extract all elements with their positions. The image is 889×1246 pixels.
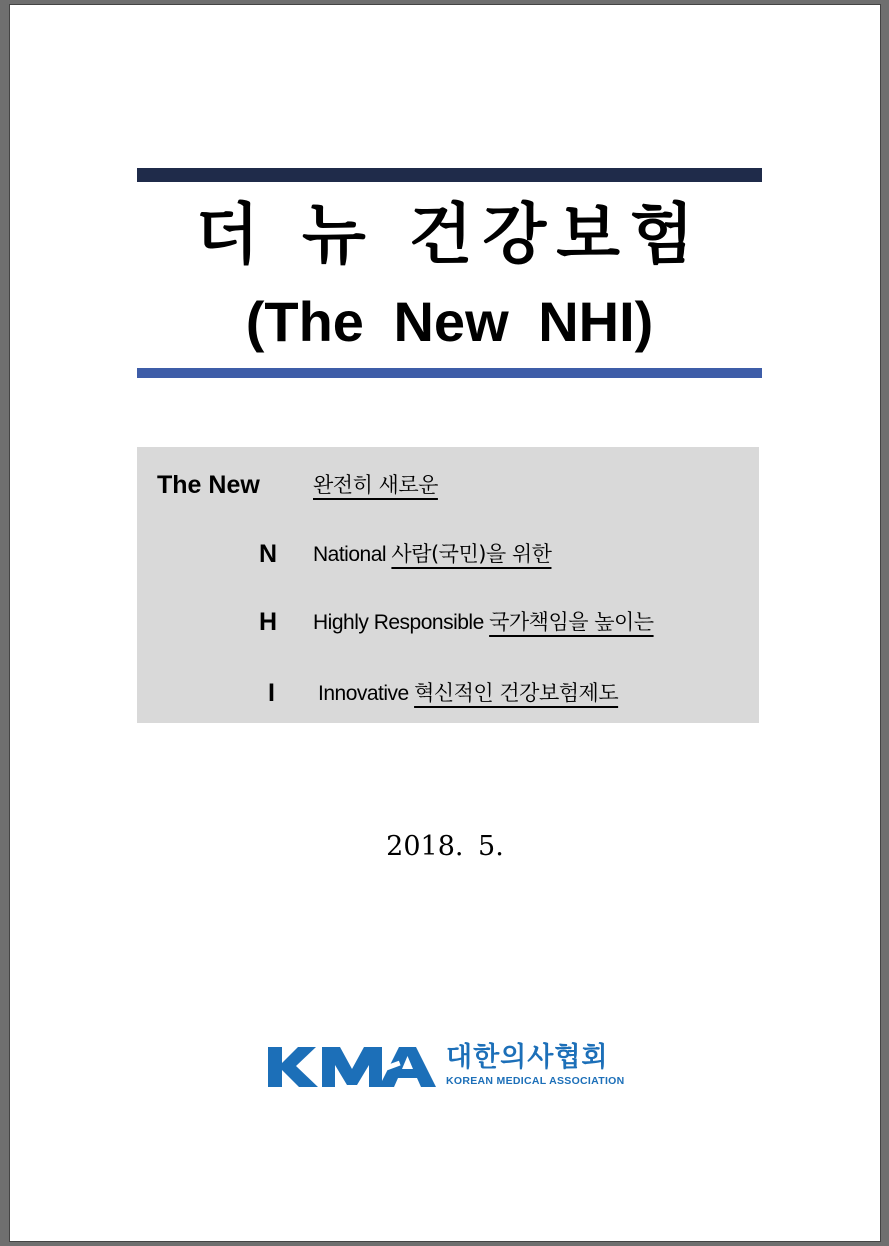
acronym-english: Innovative	[318, 682, 409, 705]
kma-logo	[268, 1041, 628, 1101]
logo-english-name: KOREAN MEDICAL ASSOCIATION	[446, 1075, 625, 1087]
acronym-english: Highly Responsible	[313, 611, 484, 634]
title-korean: 더 뉴 건강보험	[195, 196, 704, 273]
acronym-expansion	[313, 534, 551, 575]
acronym-korean: 완전히 새로운	[313, 473, 438, 497]
cover-page	[9, 4, 881, 1242]
acronym-expansion	[313, 465, 438, 506]
acronym-korean: 국가책임을 높이는	[489, 610, 654, 634]
acronym-box	[137, 447, 759, 723]
publication-date: 2018. 5.	[386, 831, 504, 862]
acronym-korean: 사람(국민)을 위한	[391, 542, 552, 566]
acronym-key: N	[258, 540, 277, 568]
acronym-korean: 혁신적인 건강보험제도	[414, 681, 619, 705]
acronym-key: The New	[157, 471, 260, 499]
acronym-expansion	[313, 602, 654, 643]
acronym-key: I	[268, 679, 275, 707]
kma-logo-mark	[268, 1041, 438, 1091]
acronym-key: H	[258, 608, 277, 636]
acronym-row-n	[137, 534, 759, 574]
acronym-english: National	[313, 543, 387, 566]
acronym-expansion	[318, 673, 618, 714]
acronym-row-the-new	[137, 465, 759, 505]
title-english: (The New NHI)	[245, 290, 654, 353]
bottom-rule	[137, 368, 762, 378]
acronym-row-h	[137, 602, 759, 642]
logo-korean-name: 대한의사협회	[446, 1042, 609, 1073]
top-rule	[137, 168, 762, 182]
acronym-row-i	[137, 673, 759, 713]
